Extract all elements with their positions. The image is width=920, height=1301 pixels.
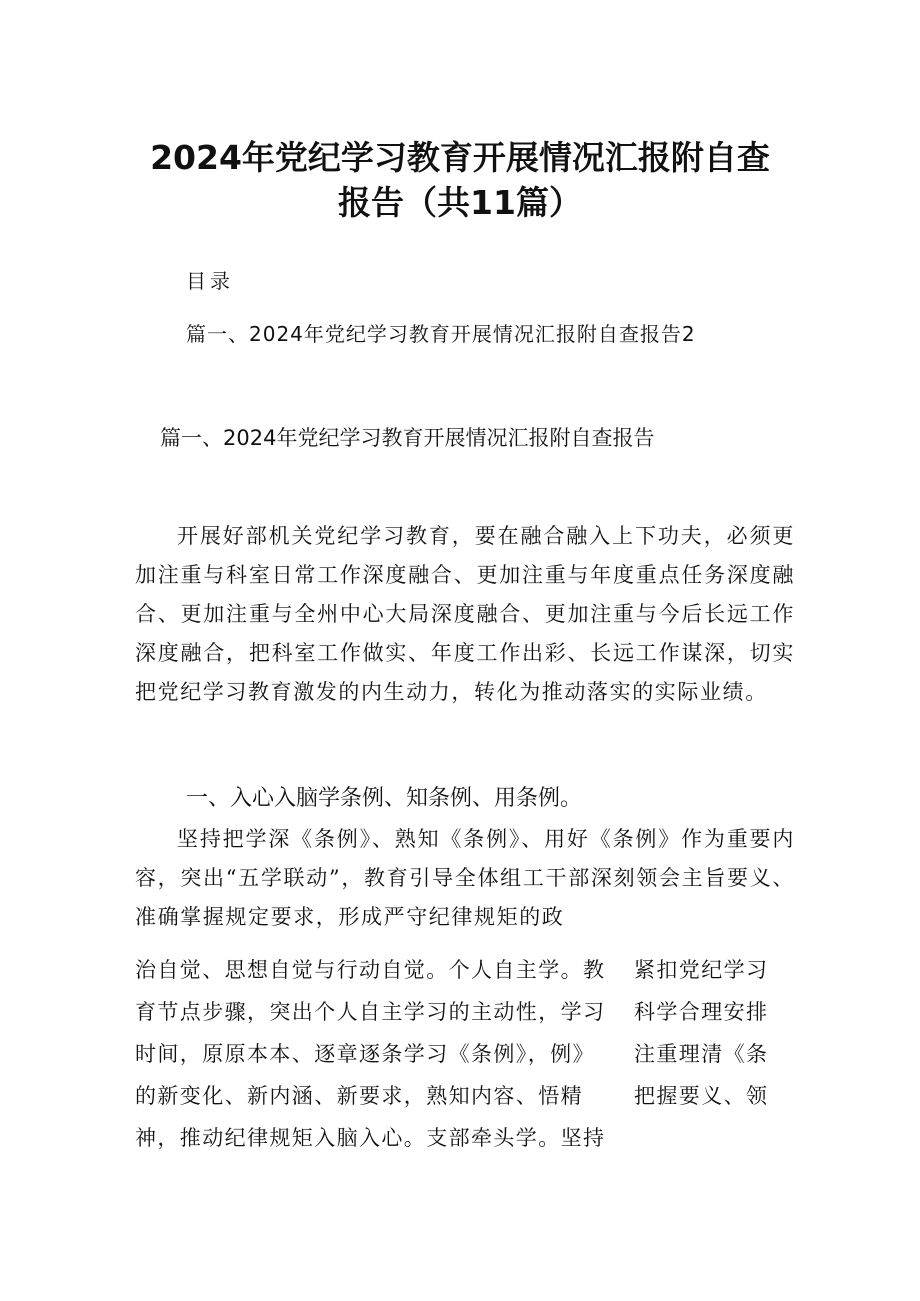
toc-item[interactable]: 篇一、2024年党纪学习教育开展情况汇报附自查报告2 <box>186 322 696 346</box>
body-paragraph-1: 开展好部机关党纪学习教育，要在融合融入上下功夫，必须更加注重与科室日常工作深度融合、更加注重与年度重点任务深度融合、更加注重与全州中心大局深度融合、更加注重与今后长远工作深度融合，把科室工作做实、年度工作出彩、长远工作谋深，切实把党纪学习教育激发的内生动力，转化为推动落实的实际业绩。 <box>135 524 795 704</box>
column-right-line: 紧扣党纪学习 <box>634 958 769 982</box>
column-left-line: 治自觉、思想自觉与行动自觉。个人自主学。教 <box>135 958 606 982</box>
toc-label: 目录 <box>186 269 234 293</box>
document-title-line-2: 报告（共11篇） <box>338 183 582 222</box>
subheading-1: 一、入心入脑学条例、知条例、用条例。 <box>186 786 583 811</box>
column-left-line: 时间，原原本本、逐章逐条学习《条例》，例》 <box>135 1042 595 1066</box>
body-paragraph-2: 坚持把学深《条例》、熟知《条例》、用好《条例》作为重要内容，突出“五学联动”，教育引导全体组工干部深刻领会主旨要义、准确掌握规定要求，形成严守纪律规矩的政 <box>135 827 795 929</box>
column-right-line: 注重理清《条 <box>634 1042 769 1066</box>
column-left-line: 的新变化、新内涵、新要求，熟知内容、悟精 <box>135 1084 583 1108</box>
column-right-line: 科学合理安排 <box>634 1000 769 1024</box>
document-title-line-1: 2024年党纪学习教育开展情况汇报附自查 <box>150 138 770 177</box>
section-heading: 篇一、2024年党纪学习教育开展情况汇报附自查报告 <box>160 426 655 450</box>
column-left-line: 育节点步骤，突出个人自主学习的主动性，学习 <box>135 1000 606 1024</box>
column-left-line: 神，推动纪律规矩入脑入心。支部牵头学。坚持 <box>135 1126 606 1150</box>
column-right-line: 把握要义、领 <box>634 1084 769 1108</box>
